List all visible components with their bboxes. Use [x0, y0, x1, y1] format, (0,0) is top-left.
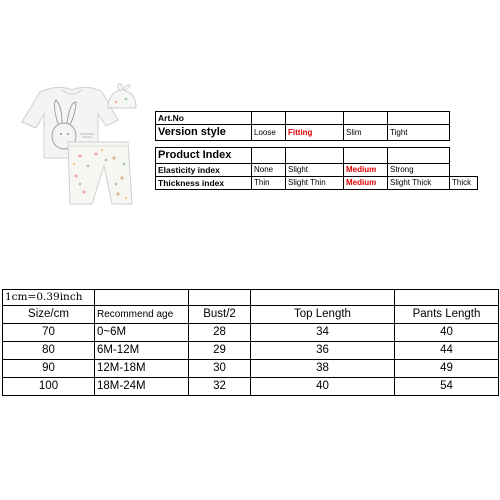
size-row	[3, 360, 499, 378]
blank-cell	[252, 112, 286, 125]
version-style-option: Slim	[344, 125, 388, 141]
size-cell: 80	[3, 342, 95, 360]
header-bust: Bust/2	[189, 306, 251, 324]
age-cell: 18M-24M	[95, 378, 189, 396]
pants-length-cell: 44	[395, 342, 499, 360]
size-chart-header-row	[3, 306, 499, 324]
size-row	[3, 378, 499, 396]
size-cell: 70	[3, 324, 95, 342]
elasticity-label: Elasticity index	[156, 164, 252, 177]
thickness-row	[156, 177, 478, 190]
blank-cell	[450, 125, 478, 141]
thickness-option: Thin	[252, 177, 286, 190]
header-pants-length: Pants Length	[395, 306, 499, 324]
bust-cell: 29	[189, 342, 251, 360]
version-style-option: Tight	[388, 125, 450, 141]
header-size: Size/cm	[3, 306, 95, 324]
baby-outfit-image	[10, 80, 150, 215]
blank-cell	[388, 148, 450, 164]
elasticity-option: Slight	[286, 164, 344, 177]
blank-cell	[189, 290, 251, 306]
thickness-option-selected: Medium	[344, 177, 388, 190]
blank-cell	[286, 112, 344, 125]
thickness-option: Slight Thick	[388, 177, 450, 190]
version-style-row	[156, 125, 478, 141]
size-row	[3, 342, 499, 360]
version-style-label: Version style	[156, 125, 252, 141]
top-length-cell: 36	[251, 342, 395, 360]
pants-length-cell: 54	[395, 378, 499, 396]
blank-cell	[395, 290, 499, 306]
thickness-option: Slight Thin	[286, 177, 344, 190]
elasticity-option-selected: Medium	[344, 164, 388, 177]
size-row	[3, 324, 499, 342]
bust-cell: 30	[189, 360, 251, 378]
blank-cell	[286, 148, 344, 164]
version-style-option-selected: Fitting	[286, 125, 344, 141]
top-length-cell: 38	[251, 360, 395, 378]
header-top-length: Top Length	[251, 306, 395, 324]
age-cell: 12M-18M	[95, 360, 189, 378]
elasticity-option: Strong	[388, 164, 450, 177]
blank-cell	[252, 148, 286, 164]
blank-cell	[388, 112, 450, 125]
product-index-row	[156, 148, 478, 164]
blank-cell	[95, 290, 189, 306]
elasticity-option: None	[252, 164, 286, 177]
spacer-row	[156, 141, 478, 148]
product-index-label: Product Index	[156, 148, 252, 164]
blank-cell	[251, 290, 395, 306]
age-cell: 0~6M	[95, 324, 189, 342]
header-recommend-age: Recommend age	[95, 306, 189, 324]
pants-length-cell: 49	[395, 360, 499, 378]
pants-length-cell: 40	[395, 324, 499, 342]
size-chart-note-row	[3, 290, 499, 306]
blank-cell	[450, 112, 478, 125]
top-length-cell: 34	[251, 324, 395, 342]
blank-cell	[450, 148, 478, 164]
age-cell: 6M-12M	[95, 342, 189, 360]
elasticity-row	[156, 164, 478, 177]
thickness-label: Thickness index	[156, 177, 252, 190]
blank-cell	[344, 148, 388, 164]
top-length-cell: 40	[251, 378, 395, 396]
spec-table	[155, 111, 478, 190]
art-no-row	[156, 112, 478, 125]
bust-cell: 28	[189, 324, 251, 342]
size-cell: 90	[3, 360, 95, 378]
size-cell: 100	[3, 378, 95, 396]
art-no-label: Art.No	[156, 112, 252, 125]
blank-cell	[450, 164, 478, 177]
unit-conversion-note: 1cm=0.39inch	[3, 290, 95, 306]
blank-cell	[344, 112, 388, 125]
thickness-option: Thick	[450, 177, 478, 190]
bust-cell: 32	[189, 378, 251, 396]
size-chart-table	[2, 289, 499, 396]
version-style-option: Loose	[252, 125, 286, 141]
